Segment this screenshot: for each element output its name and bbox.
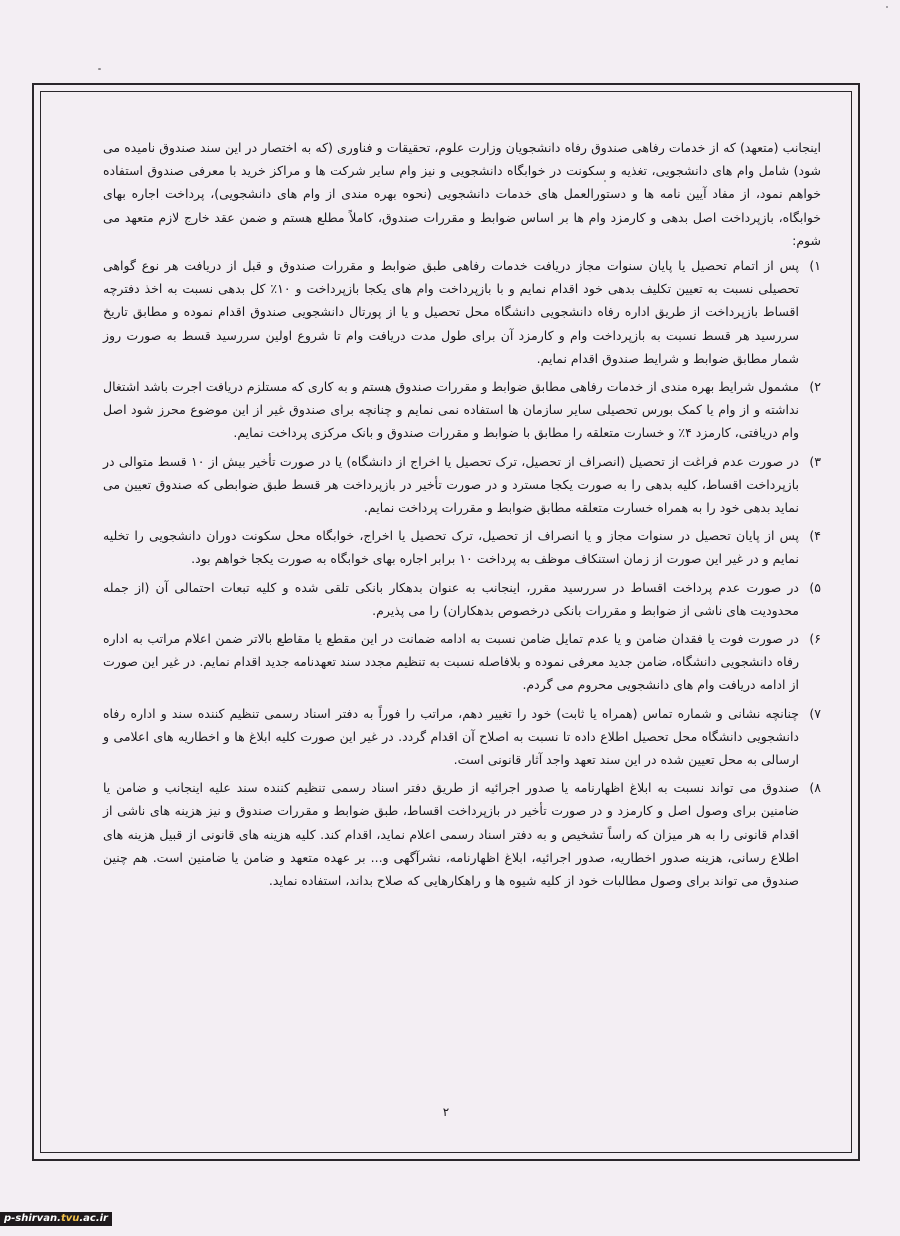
item-text: در صورت فوت یا فقدان ضامن و یا عدم تمایل ضامن نسبت به ادامه ضمانت در این مقطع یا مقاطع بالاتر ضمن اعلام مراتب به اداره رفاه دانشجویی دانشگاه، ضامن جدید معرفی نموده و بلافاصله نسبت به تنظیم مجدد سند تعهدنامه جدید اقدام نمایم. در غیر این صورت از ادامه دریافت وام های دانشجویی محروم می گردم. (103, 631, 799, 693)
item-number: ۶) (809, 631, 821, 647)
list-item (103, 450, 821, 520)
item-number: ۳) (809, 453, 821, 469)
item-text: چنانچه نشانی و شماره تماس (همراه یا ثابت) خود را تغییر دهم، مراتب را فوراً به دفتر اسناد رسمی تنظیم کننده سند و اداره رفاه دانشجویی دانشگاه محل تحصیل اطلاع داده تا نسبت به اصلاح آن اقدام گردد. در غیر این صورت کلیه ابلاغ ها و اخطاریه های اعلامی و ارسالی به محل تعیین شده در این سند تعهد واجد آثار قانونی است. (103, 705, 799, 768)
item-text: پس از اتمام تحصیل یا پایان سنوات مجاز دریافت خدمات رفاهی طبق ضوابط و مقررات صندوق و قبل از دریافت هر نوع گواهی تحصیلی نسبت به تعیین تکلیف بدهی خود اقدام نمایم و با بازپرداخت وام های یکجا بازپرداخت و ۱۰٪ کل بدهی نسبت به اخذ دفترچه اقساط بازپرداخت از طریق اداره رفاه دانشجویی دانشگاه محل تحصیل و یا از پورتال دانشجویی صندوق اقدام نموده و مطابق تاریخ سررسید هر قسط نسبت به بازپرداخت وام و کارمزد آن برای طول مدت دریافت وام تا شروع اولین سررسید قسط به صورت روز شمار مطابق ضوابط و شرایط صندوق اقدام نمایم. (103, 258, 800, 366)
item-text: در صورت عدم پرداخت اقساط در سررسید مقرر، اینجانب به عنوان بدهکار بانکی تلقی شده و کلیه تبعات احتمالی آن (از جمله محدودیت های ناشی از ضوابط و مقررات بانکی درخصوص بدهکاران) را می پذیرم. (103, 579, 799, 618)
page-number: ۲ (442, 1105, 450, 1119)
list-item (103, 524, 821, 570)
item-text: مشمول شرایط بهره مندی از خدمات رفاهی مطابق ضوابط و مقررات صندوق هستم و به کاری که مستلزم دریافت اجرت باشد اشتغال نداشته و از وام یا کمک بورس تحصیلی سایر سازمان ها استفاده نمی نمایم و چنانچه برای صندوق غیر از این موضوع محرز شود اصل وام دریافتی، کارمزد ۴٪ و خسارت متعلقه را مطابق با ضوابط و مقررات صندوق و بانک مرکزی پرداخت نمایم. (103, 379, 799, 441)
list-item (103, 627, 821, 697)
list-item (103, 702, 821, 772)
page-border-outer (32, 83, 860, 1161)
intro-paragraph: اینجانب (متعهد) که از خدمات رفاهی صندوق رفاه دانشجویان وزارت علوم، تحقیقات و فناوری (که به اختصار در این سند صندوق نامیده می شود) شامل وام های دانشجویی، تغذیه و سکونت در خوابگاه دانشجویی و نیز وام سایر شرکت ها و مراکز خرید با معرفی صندوق استفاده خواهم نمود، از مفاد آیین نامه ها و دستورالعمل های خدمات دانشجویی (نحوه بهره مندی از وام های دانشجویی)، پرداخت اجاره بهای خوابگاه، بازپرداخت اصل بدهی و کارمزد وام ها بر اساس ضوابط و مقررات صندوق، کاملاً مطلع هستم و ضمن عقد خارج لازم متعهد می شوم: (103, 140, 821, 248)
watermark-suffix: .ac.ir (79, 1213, 108, 1224)
watermark-prefix: p-shirvan. (4, 1213, 61, 1224)
item-number: ۴) (809, 528, 821, 544)
list-item (103, 776, 821, 892)
item-number: ۱) (809, 258, 821, 274)
item-text: صندوق می تواند نسبت به ابلاغ اظهارنامه یا صدور اجرائیه از طریق دفتر اسناد رسمی تنظیم کننده سند علیه اینجانب و ضامن یا ضامنین برای وصول اصل و کارمزد و در صورت تأخیر در بازپرداخت اقساط، طبق ضوابط و مقررات صندوق و نیز هزینه های ناشی از اقدام قانونی را به هر میزان که راساً تشخیص و به دفتر اسناد رسمی اعلام نماید، اقدام کند. کلیه هزینه های قانونی از قبیل هزینه های اطلاع رسانی، هزینه صدور اخطاریه، صدور اجرائیه، ابلاغ اظهارنامه، نشرآگهی و... بر عهده متعهد و ضامن یا ضامنین است. هم چنین صندوق می تواند برای وصول مطالبات خود از کلیه شیوه ها و راهکارهایی که صلاح بداند، استفاده نماید. (103, 780, 799, 889)
item-text: در صورت عدم فراغت از تحصیل (انصراف از تحصیل، ترک تحصیل یا اخراج از دانشگاه) یا در صورت تأخیر بیش از ۱۰ قسط متوالی در بازپرداخت اقساط، کلیه بدهی را به صورت یکجا مسترد و در صورت تأخیر در بازپرداخت هر قسط طبق ضوابطی که صندوق تعیین می نماید بدهی خود را به همراه خسارت متعلقه مطابق ضوابط و مقررات پرداخت نمایم. (103, 453, 800, 516)
watermark-highlight: tvu (60, 1213, 80, 1224)
item-number: ۷) (809, 705, 821, 721)
item-number: ۸) (809, 780, 821, 796)
item-number: ۲) (809, 379, 821, 395)
document-body (103, 136, 821, 897)
list-item (103, 375, 821, 445)
list-item (103, 254, 821, 370)
page-border-inner (40, 91, 852, 1153)
site-watermark (0, 1212, 112, 1226)
list-item (103, 576, 821, 622)
item-text: پس از پایان تحصیل در سنوات مجاز و یا انصراف از تحصیل، ترک تحصیل یا اخراج، خوابگاه محل سکونت دوران دانشجویی را تخلیه نمایم و در غیر این صورت از زمان استنکاف موظف به پرداخت ۱۰ برابر اجاره بهای خوابگاه به صورت یکجا خواهم بود. (103, 528, 799, 567)
item-number: ۵) (809, 579, 821, 595)
commitment-list (103, 254, 821, 892)
